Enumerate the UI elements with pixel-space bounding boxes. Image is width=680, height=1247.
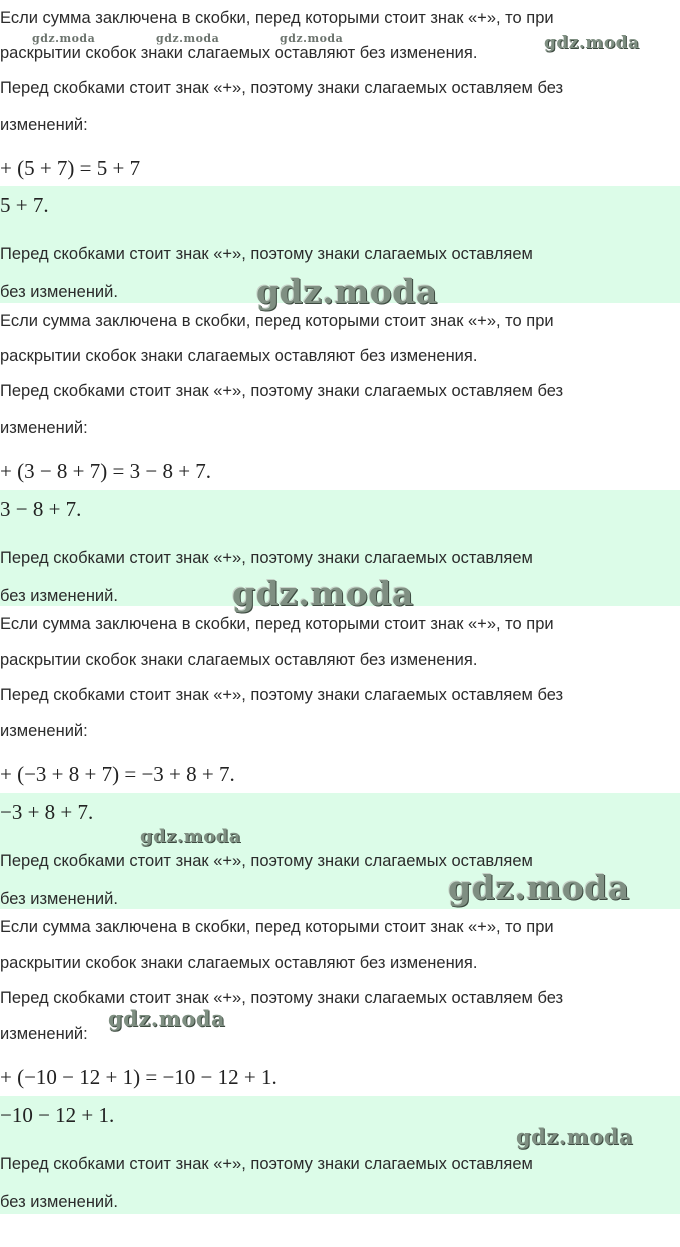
rule-text-line-2: раскрытии скобок знаки слагаемых оставляют без изменения. [0,347,478,365]
equation: + (−3 + 8 + 7) = −3 + 8 + 7. [0,762,235,786]
watermark-6: gdz.moda [108,1006,226,1031]
note-text-line-2: изменений: [0,116,88,134]
watermark-7: gdz.moda [516,1124,634,1149]
explanation-line-1: Перед скобками стоит знак «+», поэтому знаки слагаемых оставляем [0,1155,533,1173]
solution-block-2 [0,303,680,606]
rule-text-line-1: Если сумма заключена в скобки, перед которыми стоит знак «+», то при [0,918,554,936]
watermark-3: gdz.moda [232,574,414,613]
explanation-line-2: без изменений. [0,283,118,301]
equation: + (−10 − 12 + 1) = −10 − 12 + 1. [0,1065,277,1089]
watermark-small-3: gdz.moda [280,32,344,45]
answer-box [0,1096,680,1214]
explanation-line-2: без изменений. [0,890,118,908]
note-text-line-1: Перед скобками стоит знак «+», поэтому знаки слагаемых оставляем без [0,686,564,704]
explanation-line-1: Перед скобками стоит знак «+», поэтому знаки слагаемых оставляем [0,245,533,263]
watermark-small-2: gdz.moda [156,32,220,45]
answer-expression: −3 + 8 + 7. [0,800,94,824]
solution-block-4 [0,909,680,1214]
equation: + (3 − 8 + 7) = 3 − 8 + 7. [0,459,212,483]
rule-text-line-2: раскрытии скобок знаки слагаемых оставляют без изменения. [0,954,478,972]
rule-text-line-2: раскрытии скобок знаки слагаемых оставляют без изменения. [0,44,478,62]
watermark-1: gdz.moda [544,33,640,53]
note-text-line-1: Перед скобками стоит знак «+», поэтому знаки слагаемых оставляем без [0,989,564,1007]
watermark-5: gdz.moda [448,868,630,907]
note-text-line-2: изменений: [0,722,88,740]
answer-expression: 3 − 8 + 7. [0,497,82,521]
note-text-line-1: Перед скобками стоит знак «+», поэтому знаки слагаемых оставляем без [0,382,564,400]
watermark-4: gdz.moda [140,826,241,847]
explanation-line-1: Перед скобками стоит знак «+», поэтому знаки слагаемых оставляем [0,852,533,870]
rule-text-line-1: Если сумма заключена в скобки, перед которыми стоит знак «+», то при [0,615,554,633]
rule-text-line-1: Если сумма заключена в скобки, перед которыми стоит знак «+», то при [0,9,554,27]
watermark-small-1: gdz.moda [32,32,96,45]
solution-block-3 [0,606,680,909]
watermark-2: gdz.moda [256,272,438,311]
explanation-line-2: без изменений. [0,587,118,605]
note-text-line-2: изменений: [0,419,88,437]
rule-text-line-2: раскрытии скобок знаки слагаемых оставляют без изменения. [0,651,478,669]
note-text-line-2: изменений: [0,1025,88,1043]
explanation-line-1: Перед скобками стоит знак «+», поэтому знаки слагаемых оставляем [0,549,533,567]
note-text-line-1: Перед скобками стоит знак «+», поэтому знаки слагаемых оставляем без [0,79,564,97]
explanation-line-2: без изменений. [0,1193,118,1211]
rule-text-line-1: Если сумма заключена в скобки, перед которыми стоит знак «+», то при [0,312,554,330]
answer-expression: −10 − 12 + 1. [0,1103,115,1127]
equation: + (5 + 7) = 5 + 7 [0,156,141,180]
answer-expression: 5 + 7. [0,193,49,217]
